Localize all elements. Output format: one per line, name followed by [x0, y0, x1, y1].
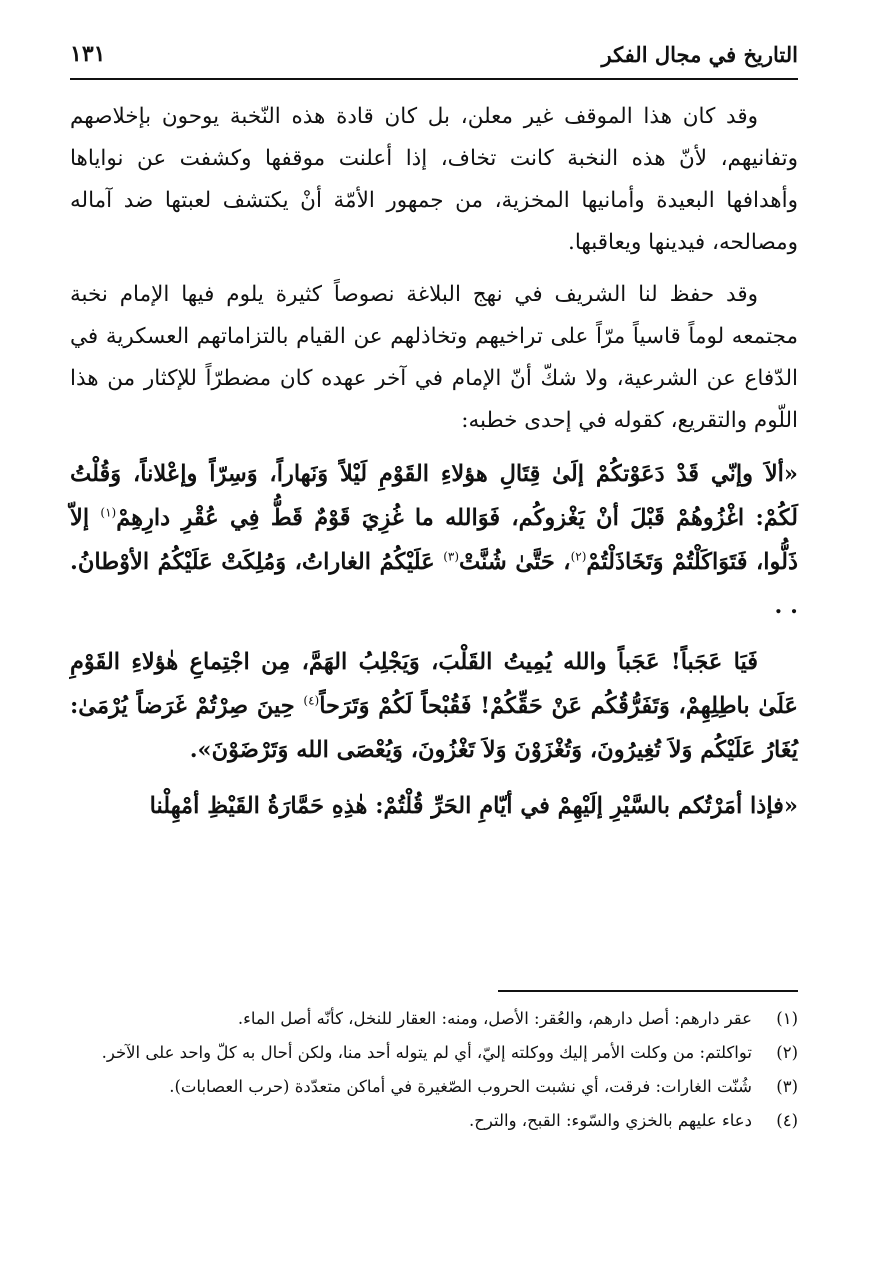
paragraph: وقد كان هذا الموقف غير معلن، بل كان قادة هذه النّخبة يوحون بإخلاصهم وتفانيهم، لأنّ هذه النخبة كانت تخاف، إذا أعلنت موقفها وكشفت عن نواياها وأهدافها البعيدة وأمانيها المخزية، من جمهور الأمّة أنْ يكتشف لعبتها ضد آماله ومصالحه، فيدينها ويعاقبها. — [70, 104, 798, 255]
footnote-text: تواكلتم: من وكلت الأمر إليك ووكلته إليّ، أي لم يتوله أحد منا، ولكن أحال به كلّ واحد على الآخر. — [101, 1043, 752, 1062]
footnote-divider — [498, 990, 798, 992]
footnote-number: (١) — [776, 1009, 798, 1028]
running-title: التاريخ في مجال الفكر — [601, 41, 798, 67]
quote-text: ، حَتَّىٰ شُنَّتْ — [459, 549, 571, 575]
quote-text: «ألاَ وإنّي قَدْ دَعَوْتكُمْ إلَىٰ قِتَالِ هؤلاءِ القَوْمِ لَيْلاً وَنَهاراً، وَسِرّاً وإعْلاناً، وَقُلْتُ لَكُمْ: اغْزُوهُمْ قَبْلَ أنْ يَغْزوكُم، فَوَالله ما غُزِيَ قَوْمٌ قَطُّ فِي عُقْرِ دارِهِمْ — [70, 461, 798, 531]
footnote-text: شُنّت الغارات: فرقت، أي نشبت الحروب الصّغيرة في أماكن متعدّدة (حرب العصابات). — [169, 1077, 752, 1096]
quote-block: «فإذا أمَرْتُكم بالسَّيْرِ إلَيْهِمْ في أيّامِ الحَرِّ قُلْتُمْ: هٰذِهِ حَمَّارَةُ القَيْظِ أمْهِلْنا — [149, 793, 798, 819]
quote-block — [70, 452, 798, 628]
footnote-ref: (٢) — [570, 549, 587, 564]
footnote — [70, 1072, 798, 1102]
quote-text: عَلَيْكُمُ الغاراتُ، وَمُلِكَتْ عَلَيْكُمُ الأوْطانُ. . . — [70, 549, 798, 619]
footnote-number: (٤) — [776, 1111, 798, 1130]
footnotes — [70, 1004, 798, 1140]
footnote-ref: (١) — [100, 505, 117, 520]
quote-text: حِينَ صِرْتُمْ غَرَضاً يُرْمَىٰ: يُغَارُ عَلَيْكُم وَلاَ تُغِيرُونَ، وَتُغْزَوْنَ وَلاَ تَغْزُونَ، وَيُعْصَى الله وَتَرْضَوْنَ». — [70, 693, 798, 763]
quote-text: إلاّ ذَلُّوا، فَتَوَاكَلْتُمْ وَتَخَاذَلْتُمْ — [70, 505, 799, 575]
footnote-ref: (٤) — [303, 693, 320, 708]
main-text — [70, 96, 798, 840]
footnote-text: دعاء عليهم بالخزي والسّوء: القبح، والترح. — [468, 1111, 752, 1130]
quote-block — [70, 640, 798, 772]
footnote-number: (٢) — [776, 1043, 798, 1062]
footnote — [70, 1106, 798, 1136]
paragraph: وقد حفظ لنا الشريف في نهج البلاغة نصوصاً كثيرة يلوم فيها الإمام نخبة مجتمعه لوماً قاسياً مرّاً على تراخيهم وتخاذلهم عن القيام بالتزاماتهم العسكرية في الدّفاع عن الشرعية، ولا شكّ أنّ الإمام في آخر عهده كان مضطرّاً للإكثار من هذا اللّوم والتقريع، كقوله في إحدى خطبه: — [70, 282, 798, 433]
quote-text: فَيَا عَجَباً! عَجَباً والله يُمِيتُ القَلْبَ، وَيَجْلِبُ الهَمَّ، مِن اجْتِماعِ هٰؤلاءِ القَوْمِ عَلَىٰ باطِلِهِمْ، وَتَفَرُّقُكُم عَنْ حَقِّكُمْ! فَقُبْحاً لَكُمْ وَتَرَحاً — [70, 649, 798, 719]
footnote-number: (٣) — [776, 1077, 798, 1096]
page-header — [70, 30, 798, 80]
footnote — [70, 1004, 798, 1034]
footnote — [70, 1038, 798, 1068]
footnote-ref: (٣) — [443, 549, 460, 564]
page-number: ١٣١ — [70, 41, 106, 67]
footnote-text: عقر دارهم: أصل دارهم، والعُقر: الأصل، ومنه: العقار للنخل، كأنّه أصل الماء. — [237, 1009, 752, 1028]
